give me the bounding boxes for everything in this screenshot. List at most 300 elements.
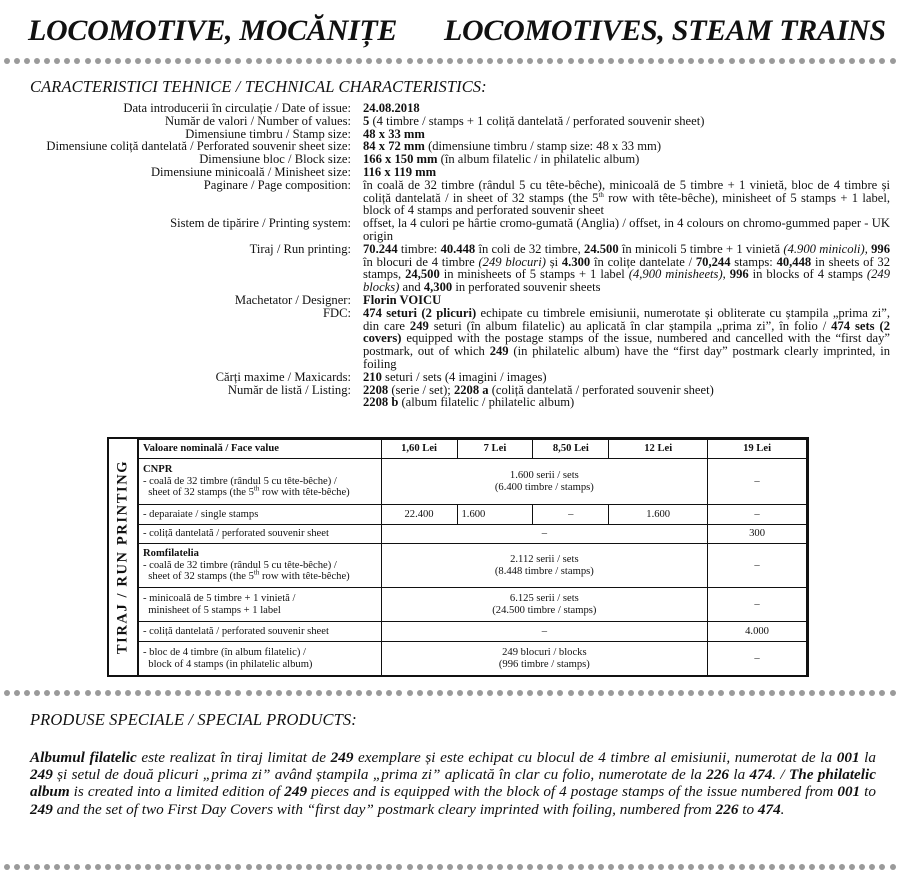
cell-value: –: [708, 544, 807, 588]
separator-dot: [648, 690, 654, 696]
separator-dot: [296, 864, 302, 870]
cell-value: –: [533, 505, 609, 525]
separator-dot: [85, 58, 91, 64]
separator-dot: [296, 690, 302, 696]
separator-dot: [819, 864, 825, 870]
separator-dot: [215, 58, 221, 64]
separator-dot: [638, 864, 644, 870]
separator-dot: [507, 58, 513, 64]
spec-label: Paginare / Page composition:: [203, 177, 351, 192]
separator-dot: [658, 864, 664, 870]
separator-dot: [427, 58, 433, 64]
header-value: 8,50 Lei: [533, 440, 609, 459]
separator-dot: [396, 58, 402, 64]
separator-dot: [437, 864, 443, 870]
separator-dot: [668, 690, 674, 696]
separator-dot: [386, 690, 392, 696]
separator-dot: [417, 690, 423, 696]
separator-dot: [155, 58, 161, 64]
separator-dot: [105, 58, 111, 64]
separator-dot: [608, 58, 614, 64]
table-row: [139, 588, 807, 622]
separator-dot: [698, 690, 704, 696]
separator-dot: [205, 58, 211, 64]
separator-dot: [859, 690, 865, 696]
separator-dot: [64, 58, 70, 64]
spec-value: 474 seturi (2 plicuri) echipate cu timbrele emisiunii, numerotate și obliterate cu ștampila „prima zi”, din care 249 seturi (în album filatelic) au aplicată în clar ștampila „prima zi”, în folio / 474 sets (2 covers) equipped with the postage stamps of the issue, numbered and cancelled with the “first day” postmark, out of which 249 (in philatelic album) have the “first day” postmark clearly imprinted, in foiling: [363, 305, 891, 371]
separator-dot: [447, 58, 453, 64]
separator-dot: [648, 864, 654, 870]
separator-dot: [185, 864, 191, 870]
separator-dot: [95, 864, 101, 870]
spec-label: Dimensiune bloc / Block size:: [199, 152, 351, 167]
separator-dot: [115, 58, 121, 64]
separator-dot: [789, 58, 795, 64]
separator-dot: [135, 58, 141, 64]
cell-value: –: [708, 459, 807, 505]
header-value: 12 Lei: [609, 440, 708, 459]
separator-dot: [517, 864, 523, 870]
separator-dot: [487, 58, 493, 64]
separator-dot: [24, 864, 30, 870]
cell-value: 22.400: [381, 505, 457, 525]
spec-value: 48 x 33 mm: [363, 126, 425, 141]
separator-dot: [890, 690, 896, 696]
separator-dot: [125, 58, 131, 64]
separator-dot: [829, 58, 835, 64]
spec-value: 210 seturi / sets (4 imagini / images): [363, 369, 547, 384]
separator-dot: [568, 864, 574, 870]
separator-dot: [386, 864, 392, 870]
separator-dot: [356, 58, 362, 64]
separator-dot: [4, 690, 10, 696]
separator-dot: [306, 58, 312, 64]
separator-dot: [839, 864, 845, 870]
separator-dot: [105, 864, 111, 870]
spec-value: 24.08.2018: [363, 101, 420, 115]
table-row: [139, 505, 807, 525]
spec-value: 166 x 150 mm (în album filatelic / in philatelic album): [363, 152, 640, 167]
separator-dot: [286, 58, 292, 64]
spec-printing-system: [8, 217, 888, 243]
separator-dot: [869, 864, 875, 870]
separator-dot: [54, 864, 60, 870]
spec-label: Dimensiune minicoală / Minisheet size:: [150, 164, 351, 179]
separator-dot: [386, 58, 392, 64]
separator-dot: [739, 864, 745, 870]
separator-dot: [85, 690, 91, 696]
separator-dot: [729, 690, 735, 696]
separator-dot: [708, 58, 714, 64]
table-row: [139, 459, 807, 505]
separator-dot: [598, 864, 604, 870]
separator-dot: [256, 690, 262, 696]
separator-dot: [557, 864, 563, 870]
separator-dot: [879, 58, 885, 64]
separator-dot: [809, 864, 815, 870]
merged-value: –: [381, 622, 708, 642]
characteristics-heading: CARACTERISTICI TEHNICE / TECHNICAL CHARACTERISTICS:: [30, 77, 487, 96]
cell-value: –: [708, 642, 807, 676]
separator-dot: [849, 58, 855, 64]
header-value: 7 Lei: [457, 440, 533, 459]
separator-dot: [286, 864, 292, 870]
separator-dot: [34, 864, 40, 870]
separator-dot: [296, 58, 302, 64]
separator-dot: [175, 864, 181, 870]
separator-dot: [346, 864, 352, 870]
separator-dot: [235, 58, 241, 64]
separator-dot: [447, 690, 453, 696]
separator-dot: [316, 864, 322, 870]
separator-dot: [618, 58, 624, 64]
cell-value: –: [708, 505, 807, 525]
cell-value: 1.600: [457, 505, 533, 525]
spec-listing: [8, 384, 888, 410]
separator-dot: [789, 864, 795, 870]
separator-dot: [568, 690, 574, 696]
separator-dot: [839, 690, 845, 696]
merged-value: –: [381, 525, 708, 544]
separator-dot: [34, 58, 40, 64]
separator-dot: [4, 864, 10, 870]
separator-dot: [235, 690, 241, 696]
separator-dot: [64, 690, 70, 696]
separator-dot: [276, 58, 282, 64]
cell-value: 1.600: [609, 505, 708, 525]
separator-dot: [487, 864, 493, 870]
separator-dot: [185, 690, 191, 696]
separator-dot: [14, 58, 20, 64]
separator-dot: [729, 58, 735, 64]
separator-dot: [829, 690, 835, 696]
separator-dot: [74, 58, 80, 64]
separator-dot: [366, 58, 372, 64]
separator-dot: [658, 690, 664, 696]
merged-value: 1.600 serii / sets (6.400 timbre / stamps): [381, 459, 708, 505]
separator-dot: [376, 864, 382, 870]
separator-dot: [749, 690, 755, 696]
separator-dot: [618, 864, 624, 870]
separator-dot: [54, 690, 60, 696]
spec-label: Număr de valori / Number of values:: [164, 113, 351, 128]
table-row: [139, 544, 807, 588]
separator-dot: [759, 864, 765, 870]
separator-dot: [749, 864, 755, 870]
row-description: - coliță dantelată / perforated souvenir sheet: [139, 525, 382, 544]
separator-dot: [225, 58, 231, 64]
run-table-grid: [138, 439, 807, 676]
spec-page-composition: [8, 177, 891, 218]
table-header-row: [139, 440, 807, 459]
separator-dot: [125, 864, 131, 870]
separator-dot: [24, 58, 30, 64]
separator-dot: [276, 690, 282, 696]
separator-dot: [266, 690, 272, 696]
separator-dot: [346, 58, 352, 64]
separator-dot: [256, 864, 262, 870]
separator-dot: [658, 58, 664, 64]
separator-dot: [839, 58, 845, 64]
separator-dot: [718, 864, 724, 870]
separator-dot: [527, 58, 533, 64]
separator-dot: [417, 864, 423, 870]
separator-dot: [779, 58, 785, 64]
separator-dot: [366, 864, 372, 870]
separator-dot: [547, 58, 553, 64]
separator-dot: [678, 864, 684, 870]
separator-dot: [648, 58, 654, 64]
cell-value: 4.000: [708, 622, 807, 642]
separator-dot: [759, 690, 765, 696]
separator-dot: [135, 690, 141, 696]
separator-dot: [235, 864, 241, 870]
merged-value: 2.112 serii / sets (8.448 timbre / stamps): [381, 544, 708, 588]
separator-dot: [698, 864, 704, 870]
separator-dot: [477, 864, 483, 870]
special-products-text: Albumul filatelic este realizat în tiraj limitat de 249 exemplare și este echipat cu blocul de 4 timbre al emisiunii, numerotat de la 001 la 249 și setul de două plicuri „prima zi” având ștampila „prima zi” aplicată în clar cu folio, numerotate de la 226 la 474. / The philatelic album is created into a limited edition of 249 pieces and is equipped with the block of 4 postage stamps of the issue numbered from 001 to 249 and the set of two First Day Covers with “first day” postmark cleary imprinted with foiling, numbered from 226 to 474.: [30, 749, 876, 818]
row-description: - bloc de 4 timbre (în album filatelic) / block of 4 stamps (in philatelic album): [139, 642, 382, 676]
separator-dot: [326, 58, 332, 64]
separator-dot: [407, 864, 413, 870]
separator-dot: [205, 864, 211, 870]
separator-dot: [195, 58, 201, 64]
separator-dot: [859, 58, 865, 64]
separator-dot: [668, 58, 674, 64]
separator-dot: [336, 690, 342, 696]
separator-dot: [336, 58, 342, 64]
separator-dot: [879, 864, 885, 870]
separator-dot: [165, 690, 171, 696]
table-row: [139, 622, 807, 642]
separator-dot: [688, 690, 694, 696]
separator-dot: [44, 690, 50, 696]
separator-dot: [437, 58, 443, 64]
separator-dot: [688, 864, 694, 870]
separator-dot: [890, 58, 896, 64]
separator-dot: [809, 58, 815, 64]
separator-dot: [739, 690, 745, 696]
separator-dot: [537, 864, 543, 870]
separator-dot: [366, 690, 372, 696]
spec-value: Florin VOICU: [363, 292, 442, 307]
spec-label: Tiraj / Run printing:: [249, 241, 351, 256]
dotted-divider: [4, 863, 896, 871]
separator-dot: [396, 690, 402, 696]
separator-dot: [407, 690, 413, 696]
separator-dot: [477, 58, 483, 64]
separator-dot: [769, 690, 775, 696]
run-printing-table: [107, 437, 809, 677]
separator-dot: [628, 690, 634, 696]
separator-dot: [869, 690, 875, 696]
separator-dot: [145, 864, 151, 870]
separator-dot: [829, 864, 835, 870]
spec-label: Număr de listă / Listing:: [227, 382, 351, 397]
run-printing-side-label: TIRAJ / RUN PRINTING: [109, 439, 138, 675]
row-description: - deparaiate / single stamps: [139, 505, 382, 525]
separator-dot: [14, 864, 20, 870]
separator-dot: [246, 690, 252, 696]
spec-value: 116 x 119 mm: [363, 164, 437, 179]
separator-dot: [517, 58, 523, 64]
separator-dot: [14, 690, 20, 696]
separator-dot: [175, 690, 181, 696]
separator-dot: [427, 864, 433, 870]
separator-dot: [467, 58, 473, 64]
separator-dot: [105, 690, 111, 696]
separator-dot: [869, 58, 875, 64]
separator-dot: [497, 864, 503, 870]
separator-dot: [336, 864, 342, 870]
separator-dot: [598, 58, 604, 64]
separator-dot: [195, 690, 201, 696]
separator-dot: [306, 864, 312, 870]
separator-dot: [155, 864, 161, 870]
separator-dot: [678, 58, 684, 64]
separator-dot: [557, 690, 563, 696]
spec-value: offset, la 4 culori pe hârtie cromo-gumată (Anglia) / offset, in 4 colours on chromo-gummed paper - UK origin: [363, 216, 890, 243]
separator-dot: [175, 58, 181, 64]
special-products-heading: PRODUSE SPECIALE / SPECIAL PRODUCTS:: [30, 710, 357, 729]
separator-dot: [819, 58, 825, 64]
separator-dot: [527, 690, 533, 696]
separator-dot: [4, 58, 10, 64]
spec-value: în coală de 32 timbre (rândul 5 cu tête-bêche), minicoală de 5 timbre + 1 vinietă, bloc de 4 timbre și coliță dantelată / in sheet of 32 stamps (the 5th row with tête-bêche), minisheet of 5 stamps + 1 label, block of 4 stamps and perforated souvenir sheet: [363, 177, 891, 218]
separator-dot: [688, 58, 694, 64]
spec-label: Dimensiune coliță dantelată / Perforated souvenir sheet size:: [46, 139, 351, 154]
row-description: - minicoală de 5 timbre + 1 vinietă / minisheet of 5 stamps + 1 label: [139, 588, 382, 622]
separator-dot: [578, 690, 584, 696]
separator-dot: [246, 864, 252, 870]
table-row: [139, 642, 807, 676]
header-value: 19 Lei: [708, 440, 807, 459]
separator-dot: [115, 690, 121, 696]
cell-value: –: [708, 588, 807, 622]
merged-value: 249 blocuri / blocks (996 timbre / stamps): [381, 642, 708, 676]
separator-dot: [729, 864, 735, 870]
separator-dot: [326, 690, 332, 696]
separator-dot: [185, 58, 191, 64]
separator-dot: [396, 864, 402, 870]
separator-dot: [628, 58, 634, 64]
separator-dot: [74, 864, 80, 870]
separator-dot: [266, 58, 272, 64]
dotted-divider: [4, 57, 896, 65]
separator-dot: [376, 690, 382, 696]
spec-values-count: [8, 115, 888, 128]
separator-dot: [507, 864, 513, 870]
separator-dot: [74, 690, 80, 696]
separator-dot: [34, 690, 40, 696]
separator-dot: [44, 864, 50, 870]
spec-label: Machetator / Designer:: [234, 292, 351, 307]
separator-dot: [276, 864, 282, 870]
spec-value: 84 x 72 mm (dimensiune timbru / stamp size: 48 x 33 mm): [363, 139, 662, 154]
separator-dot: [95, 58, 101, 64]
merged-value: 6.125 serii / sets (24.500 timbre / stamps): [381, 588, 708, 622]
cell-value: 300: [708, 525, 807, 544]
row-description: Romfilatelia - coală de 32 timbre (rândul 5 cu tête-bêche) / sheet of 32 stamps (the 5th row with tête-bêche): [139, 544, 382, 588]
separator-dot: [718, 58, 724, 64]
row-description: CNPR - coală de 32 timbre (rândul 5 cu tête-bêche) / sheet of 32 stamps (the 5th row with tête-bêche): [139, 459, 382, 505]
spec-value: 70.244 timbre: 40.448 în coli de 32 timbre, 24.500 în minicoli 5 timbre + 1 vinietă (4.900 minicoli), 996 în blocuri de 4 timbre (249 blocuri) și 4.300 în colițe dantelate / 70,244 stamps: 40,448 in sheets of 32 stamps, 24,500 in minisheets of 5 stamps + 1 label (4,900 minisheets), 996 in blocks of 4 stamps (249 blocks) and 4,300 in perforated souvenir sheets: [363, 241, 891, 295]
spec-label: Data introducerii în circulație / Date of issue:: [123, 101, 351, 115]
separator-dot: [54, 58, 60, 64]
separator-dot: [578, 864, 584, 870]
separator-dot: [115, 864, 121, 870]
separator-dot: [407, 58, 413, 64]
separator-dot: [799, 58, 805, 64]
separator-dot: [769, 864, 775, 870]
spec-fdc: [8, 305, 891, 371]
separator-dot: [145, 690, 151, 696]
separator-dot: [608, 864, 614, 870]
separator-dot: [487, 690, 493, 696]
separator-dot: [588, 58, 594, 64]
spec-block-size: [8, 153, 888, 166]
separator-dot: [537, 690, 543, 696]
dotted-divider: [4, 689, 896, 697]
separator-dot: [779, 864, 785, 870]
separator-dot: [547, 690, 553, 696]
separator-dot: [809, 690, 815, 696]
separator-dot: [447, 864, 453, 870]
separator-dot: [457, 690, 463, 696]
separator-dot: [718, 690, 724, 696]
separator-dot: [568, 58, 574, 64]
separator-dot: [588, 864, 594, 870]
separator-dot: [266, 864, 272, 870]
spec-label: Cărți maxime / Maxicards:: [215, 369, 351, 384]
separator-dot: [44, 58, 50, 64]
separator-dot: [678, 690, 684, 696]
separator-dot: [85, 864, 91, 870]
header-value: 1,60 Lei: [381, 440, 457, 459]
separator-dot: [467, 690, 473, 696]
separator-dot: [477, 690, 483, 696]
separator-dot: [356, 690, 362, 696]
separator-dot: [326, 864, 332, 870]
separator-dot: [64, 864, 70, 870]
separator-dot: [819, 690, 825, 696]
separator-dot: [698, 58, 704, 64]
separator-dot: [799, 690, 805, 696]
separator-dot: [799, 864, 805, 870]
spec-run-printing: [8, 241, 891, 295]
header-face-value: Valoare nominală / Face value: [139, 440, 382, 459]
spec-value: 2208 (serie / set); 2208 a (coliță dantelată / perforated souvenir sheet) 2208 b (album filatelic / philatelic album): [363, 382, 714, 410]
title-romanian: LOCOMOTIVE, MOCĂNIȚE: [28, 14, 398, 47]
separator-dot: [457, 58, 463, 64]
separator-dot: [286, 690, 292, 696]
spec-label: Dimensiune timbru / Stamp size:: [185, 126, 351, 141]
separator-dot: [890, 864, 896, 870]
separator-dot: [467, 864, 473, 870]
separator-dot: [628, 864, 634, 870]
separator-dot: [739, 58, 745, 64]
spec-label: Sistem de tipărire / Printing system:: [170, 216, 351, 231]
separator-dot: [356, 864, 362, 870]
separator-dot: [547, 864, 553, 870]
separator-dot: [427, 690, 433, 696]
separator-dot: [598, 690, 604, 696]
separator-dot: [557, 58, 563, 64]
separator-dot: [417, 58, 423, 64]
separator-dot: [306, 690, 312, 696]
separator-dot: [517, 690, 523, 696]
separator-dot: [457, 864, 463, 870]
